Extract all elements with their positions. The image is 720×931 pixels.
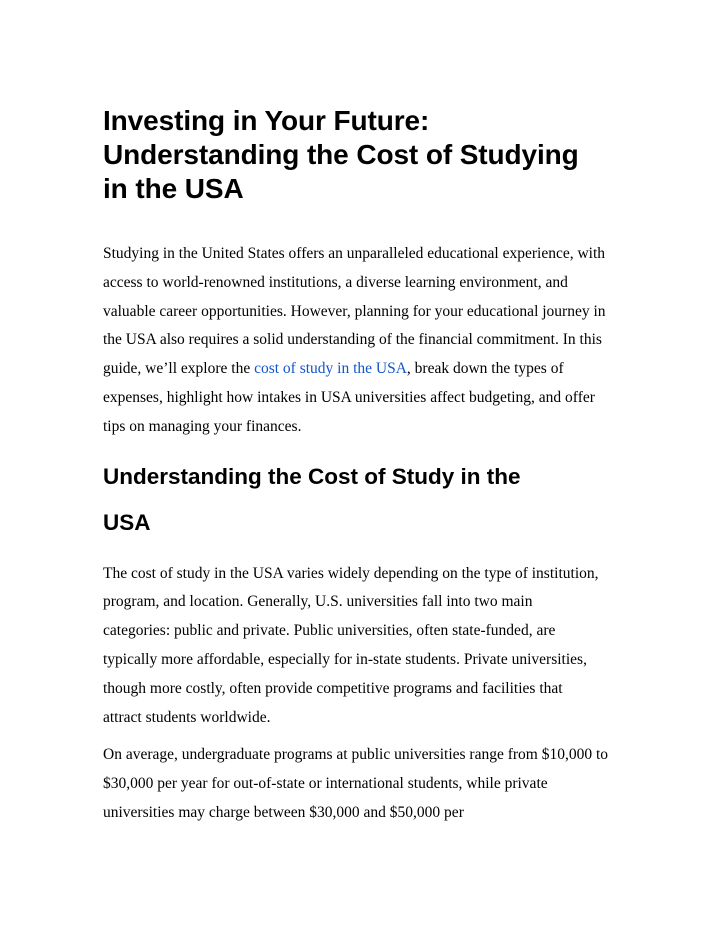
section-heading: Understanding the Cost of Study in the USA	[103, 463, 521, 535]
intro-paragraph	[103, 240, 618, 442]
section-paragraph: On average, undergraduate programs at public universities range from $10,000 to $30,000 per year for out-of-state or international students, while private universities may charge between $30,000 and $50,000 per	[103, 746, 609, 821]
cost-of-study-link[interactable]: cost of study in the USA	[254, 360, 407, 378]
section-paragraph: The cost of study in the USA varies widely depending on the type of institution, program, and location. Generally, U.S. universities fall into two main categories: public and private. Public universities, often state-funded, are typically more affordable, especially for in-state students. Private universities, though more costly, often provide competitive programs and facilities that attract students worldwide.	[103, 564, 599, 726]
page-title: Investing in Your Future: Understanding the Cost of Studying in the USA	[103, 105, 579, 204]
document-page	[103, 104, 623, 828]
intro-text-after-link: , break down the types of expenses, highlight how intakes in USA universities affect budgeting, and offer tips on managing your finances.	[103, 360, 595, 435]
intro-text-before-link: Studying in the United States offers an unparalleled educational experience, with access to world-renowned institutions, a diverse learning environment, and valuable career opportunities. However, planning for your educational journey in the USA also requires a solid understanding of the financial commitment. In this guide, we’ll explore the	[103, 245, 606, 378]
